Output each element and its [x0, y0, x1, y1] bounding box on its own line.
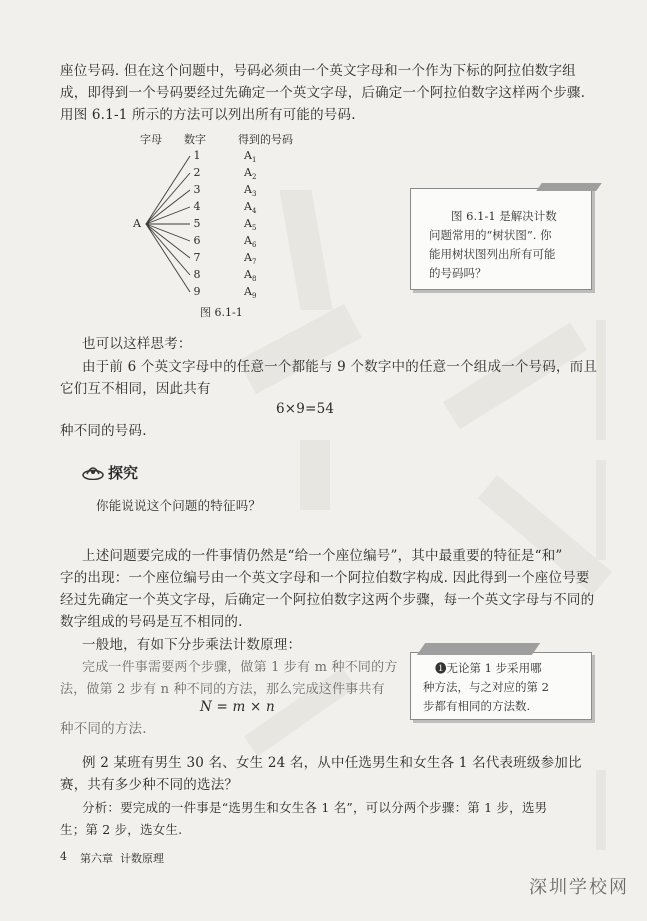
tree-result: $A_5$ — [244, 217, 257, 233]
figure-caption: 图 6.1-1 — [200, 306, 243, 319]
note-marker: ❶ — [435, 661, 447, 675]
principle-line: 法，做第 2 步有 n 种不同的方法，那么完成这件事共有 — [60, 682, 385, 697]
tree-result: $A_1$ — [244, 149, 257, 165]
side-note-tab — [417, 643, 540, 655]
formula-6x9: 6×9=54 — [276, 401, 335, 417]
tree-root: A — [133, 217, 141, 230]
principle-formula: N = m × n — [200, 699, 275, 715]
principle-line: 种不同的方法. — [60, 721, 147, 737]
intro-line: 用图 6.1-1 所示的方法可以列出所有可能的号码. — [60, 107, 356, 123]
principle-line: 完成一件事需要两个步骤，做第 1 步有 m 种不同的方 — [82, 660, 398, 675]
tree-digit: 9 — [193, 285, 201, 298]
analysis-line: 经过先确定一个英文字母，后确定一个阿拉伯数字这两个步骤，每一个英文字母与不同的 — [60, 592, 595, 608]
side-note-line: 问题常用的“树状图”. 你 — [429, 228, 552, 242]
tree-digit: 6 — [193, 234, 201, 247]
side-note-principle — [410, 652, 592, 720]
site-watermark: 深圳学校网 — [529, 877, 629, 898]
reason-line: 由于前 6 个英文字母中的任意一个都能与 9 个数字中的任意一个组成一个号码，而且 — [82, 359, 598, 375]
tree-digit: 2 — [193, 166, 201, 179]
page-number: 4 — [60, 850, 67, 863]
reason-line: 它们互不相同，因此共有 — [60, 381, 211, 397]
tree-digit: 1 — [193, 149, 201, 162]
side-note-line: 能用树状图列出所有可能 — [429, 247, 556, 261]
side-note-line: 种方法，与之对应的第 2 — [423, 680, 549, 694]
side-note-line: ❶无论第 1 步采用哪 — [435, 661, 542, 675]
tree-digit: 5 — [193, 217, 201, 230]
side-note-line: 的号码吗？ — [429, 266, 487, 280]
tree-header-digit: 数字 — [184, 133, 206, 146]
example-line: 例 2 某班有男生 30 名、女生 24 名，从中任选男生和女生各 1 名代表班级参加比 — [82, 755, 582, 771]
example-analysis: 分析：要完成的一件事是“选男生和女生各 1 名”，可以分两个步骤：第 1 步，选男 — [82, 800, 548, 815]
tree-result: $A_3$ — [244, 183, 257, 199]
analysis-line: 数字组成的号码是互不相同的. — [60, 614, 243, 630]
side-note-line: 图 6.1-1 是解决计数 — [451, 209, 557, 223]
tree-digit: 4 — [193, 200, 201, 213]
also-think: 也可以这样思考： — [82, 336, 192, 352]
tree-header-letter: 字母 — [140, 133, 162, 146]
intro-line: 成，即得到一个号码要经过先确定一个英文字母，后确定一个阿拉伯数字这样两个步骤. — [60, 85, 586, 101]
chapter-label: 第六章 — [80, 852, 113, 865]
tree-result: $A_4$ — [244, 200, 257, 216]
example-analysis: 生；第 2 步，选女生. — [60, 822, 183, 837]
tree-digit: 3 — [193, 183, 201, 196]
tree-digit: 8 — [193, 268, 201, 281]
tree-result: $A_7$ — [244, 251, 257, 267]
tree-result: $A_8$ — [244, 268, 257, 284]
tree-result: $A_2$ — [244, 166, 257, 182]
explore-question: 你能说说这个问题的特征吗？ — [96, 498, 262, 513]
chapter-title: 计数原理 — [120, 852, 164, 865]
tree-header-result: 得到的号码 — [238, 133, 293, 146]
tree-result: $A_6$ — [244, 234, 257, 250]
analysis-line: 上述问题要完成的一件事情仍然是“给一个座位编号”，其中最重要的特征是“和” — [82, 548, 563, 564]
after-formula: 种不同的号码. — [60, 423, 147, 439]
explore-title: 探究 — [108, 464, 139, 482]
principle-intro: 一般地，有如下分步乘法计数原理： — [82, 637, 302, 653]
side-note-tree — [410, 188, 592, 290]
tree-digit: 7 — [193, 251, 201, 264]
intro-line: 座位号码. 但在这个问题中，号码必须由一个英文字母和一个作为下标的阿拉伯数字组 — [60, 63, 576, 79]
explore-icon — [82, 464, 104, 480]
side-note-tab — [536, 183, 602, 191]
side-note-line: 步都有相同的方法数. — [423, 699, 531, 713]
tree-result: $A_9$ — [244, 285, 257, 301]
analysis-line: 字的出现：一个座位编号由一个英文字母和一个阿拉伯数字构成. 因此得到一个座位号要 — [60, 570, 590, 586]
example-line: 赛，共有多少种不同的选法？ — [60, 777, 239, 793]
